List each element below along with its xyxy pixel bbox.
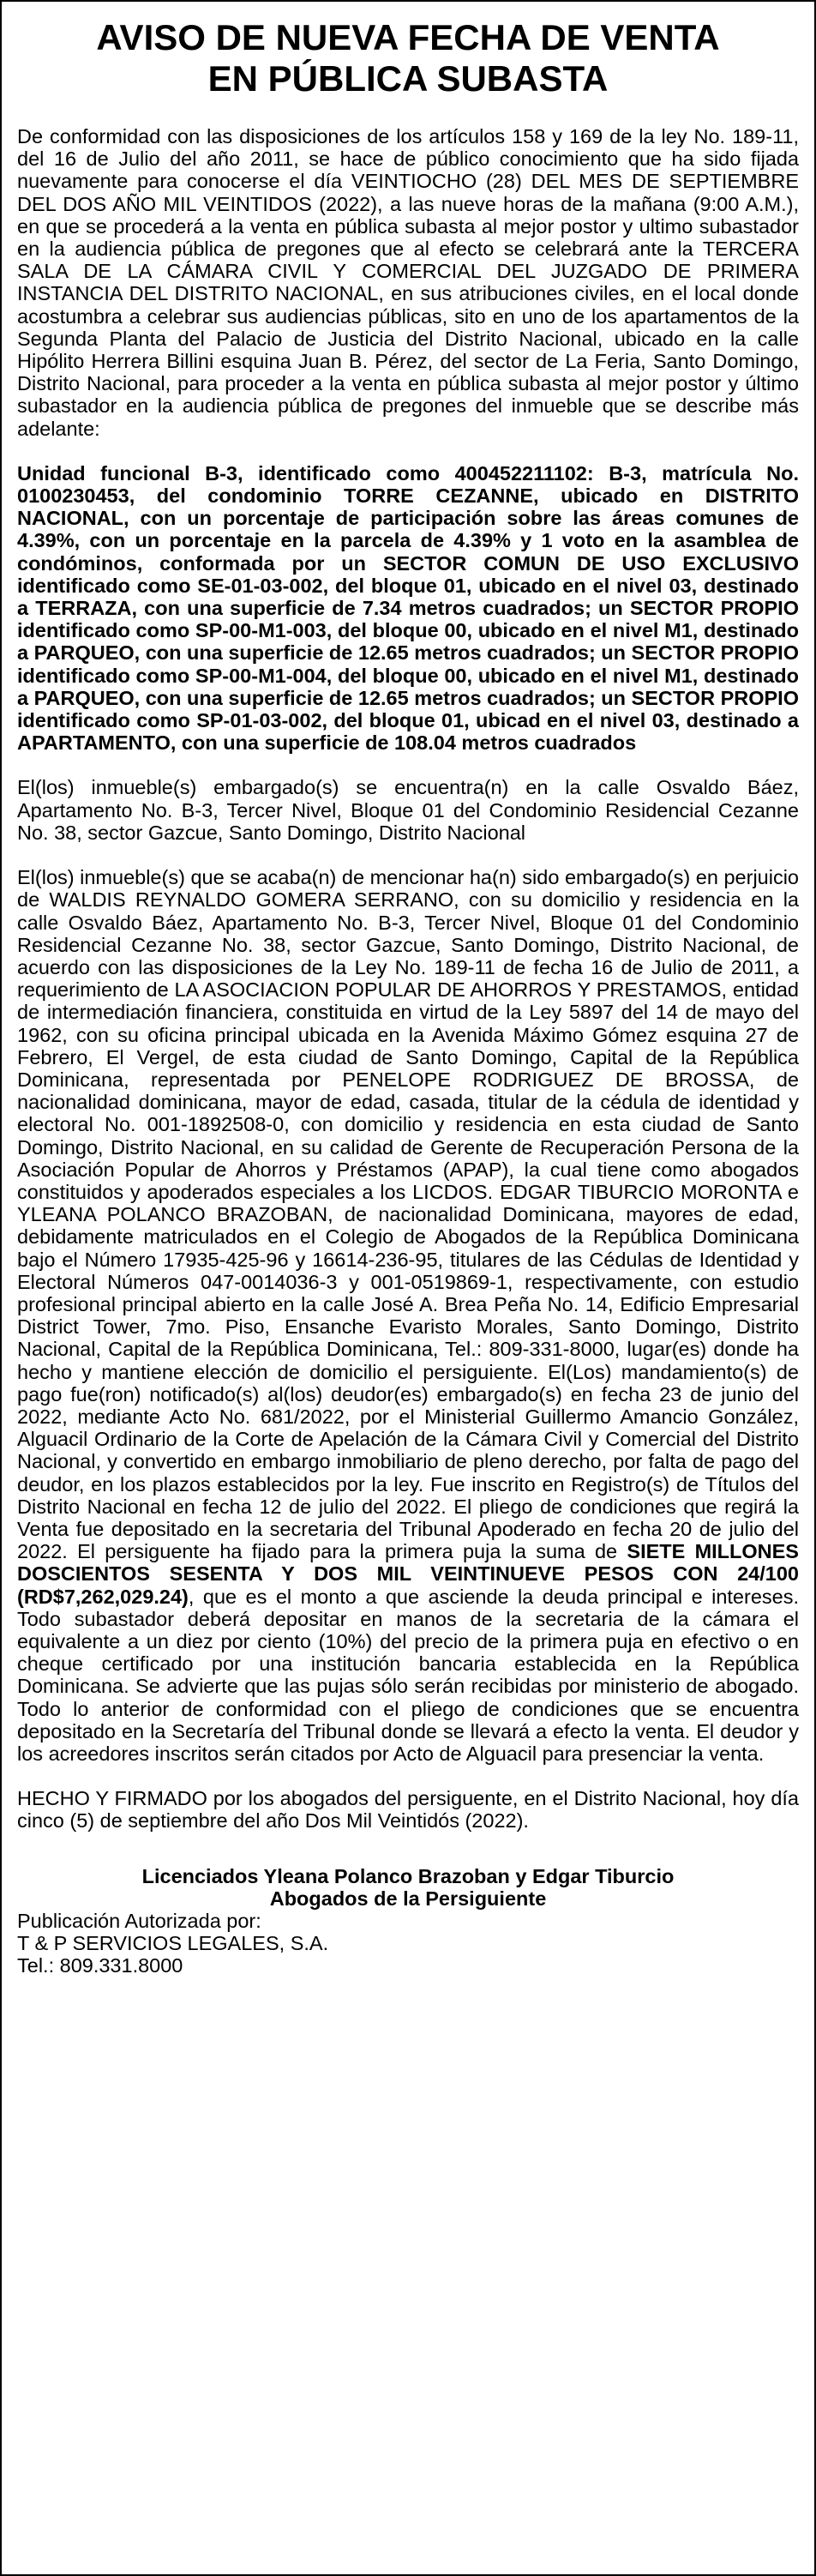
property-location: El(los) inmueble(s) embargado(s) se encuentra(n) en la calle Osvaldo Báez, Apartamento No. B-3, Tercer Nivel, Bloque 01 del Condominio Residencial Cezanne No. 38, sector Gazcue, Santo Domingo, Distrito Nacional	[17, 776, 799, 844]
first-bid-amount: SIETE MILLONES DOSCIENTOS SESENTA Y DOS MIL VEINTINUEVE PESOS CON 24/100 (RD$7,262,029.24)	[17, 1540, 799, 1608]
signature-block	[17, 1865, 799, 1910]
seizure-details-text: El(los) inmueble(s) que se acaba(n) de mencionar ha(n) sido embargado(s) en perjuicio de WALDIS REYNALDO GOMERA SERRANO, con su domicilio y residencia en la calle Osvaldo Báez, Apartamento No. B-3, Tercer Nivel, Bloque 01 del Condominio Residencial Cezanne No. 38, sector Gazcue, Santo Domingo, Distrito Nacional, de acuerdo con las disposiciones de la Ley No. 189-11 de fecha 16 de Julio de 2011, a requerimiento de LA ASOCIACION POPULAR DE AHORROS Y PRESTAMOS, entidad de intermediación financiera, constituida en virtud de la Ley 5897 del 14 de mayo del 1962, con su oficina principal ubicada en la Avenida Máximo Gómez esquina 27 de Febrero, El Vergel, de esta ciudad de Santo Domingo, Capital de la República Dominicana, representada por PENELOPE RODRIGUEZ DE BROSSA, de nacionalidad dominicana, mayor de edad, casada, titular de la cédula de identidad y electoral No. 001-1892508-0, con domicilio y residencia en esta ciudad de Santo Domingo, Distrito Nacional, en su calidad de Gerente de Recuperación Persona de la Asociación Popular de Ahorros y Préstamos (APAP), la cual tiene como abogados constituidos y apoderados especiales a los LICDOS. EDGAR TIBURCIO MORONTA e YLEANA POLANCO BRAZOBAN, de nacionalidad Dominicana, mayores de edad, debidamente matriculados en el Colegio de Abogados de la República Dominicana bajo el Número 17935-425-96 y 16614-236-95, titulares de las Cédulas de Identidad y Electoral Números 047-0014036-3 y 001-0519869-1, respectivamente, con estudio profesional principal abierto en la calle José A. Brea Peña No. 14, Edificio Empresarial District Tower, 7mo. Piso, Ensanche Evaristo Morales, Santo Domingo, Distrito Nacional, Capital de la República Dominicana, Tel.: 809-331-8000, lugar(es) donde ha hecho y mantiene elección de domicilio el persiguiente. El(Los) mandamiento(s) de pago fue(ron) notificado(s) al(los) deudor(es) embargado(s) en fecha 23 de junio del 2022, mediante Acto No. 681/2022, por el Ministerial Guillermo Amancio González, Alguacil Ordinario de la Corte de Apelación de la Cámara Civil y Comercial del Distrito Nacional, y convertido en embargo inmobiliario de pleno derecho, por falta de pago del deudor, en los plazos establecidos por la ley. Fue inscrito en Registro(s) de Títulos del Distrito Nacional en fecha 12 de julio del 2022. El pliego de condiciones que regirá la Venta fue depositado en la secretaria del Tribunal Apoderado en fecha 20 de julio del 2022. El persiguente ha fijado para la primera puja la suma de	[17, 866, 799, 1563]
notice-title	[17, 17, 799, 99]
intro-paragraph: De conformidad con las disposiciones de los artículos 158 y 169 de la ley No. 189-11, del 16 de Julio del año 2011, se hace de público conocimiento que ha sido fijada nuevamente para conocerse el día VEINTIOCHO (28) DEL MES DE SEPTIEMBRE DEL DOS AÑO MIL VEINTIDOS (2022), a las nueve horas de la mañana (9:00 A.M.), en que se procederá a la venta en pública subasta al mejor postor y ultimo subastador en la audiencia pública de pregones que al efecto se celebrará ante la TERCERA SALA DE LA CÁMARA CIVIL Y COMERCIAL DEL JUZGADO DE PRIMERA INSTANCIA DEL DISTRITO NACIONAL, en sus atribuciones civiles, en el local donde acostumbra a celebrar sus audiencias públicas, sito en uno de los apartamentos de la Segunda Planta del Palacio de Justicia del Distrito Nacional, ubicado en la calle Hipólito Herrera Billini esquina Juan B. Pérez, del sector de La Feria, Santo Domingo, Distrito Nacional, para proceder a la venta en pública subasta al mejor postor y último subastador en la audiencia pública de pregones del inmueble que se describe más adelante:	[17, 125, 799, 440]
notice-title-line-2: EN PÚBLICA SUBASTA	[207, 58, 609, 99]
publication-credit	[17, 1910, 799, 1977]
signature-role: Abogados de la Persiguiente	[269, 1887, 547, 1910]
auction-conditions-text: , que es el monto a que asciende la deuda principal e intereses. Todo subastador deberá depositar en manos de la secretaria de la cámara el equivalente a un diez por ciento (10%) del precio de la primera puja en efectivo o en cheque certificado por una institución bancaria establecida en la República Dominicana. Se advierte que las pujas sólo serán recibidas por ministerio de abogado. Todo lo anterior de conformidad con el pliego de condiciones que se encuentra depositado en la Secretaría del Tribunal donde se llevará a efecto la venta. El deudor y los acreedores inscritos serán citados por Acto de Alguacil para presenciar la venta.	[17, 1585, 799, 1766]
publication-company: T & P SERVICIOS LEGALES, S.A.	[17, 1932, 329, 1955]
publication-authorized-label: Publicación Autorizada por:	[17, 1910, 261, 1933]
seizure-details-paragraph	[17, 866, 799, 1765]
closing-statement: HECHO Y FIRMADO por los abogados del persiguente, en el Distrito Nacional, hoy día cinco (5) de septiembre del año Dos Mil Veintidós (2022).	[17, 1787, 799, 1833]
signature-names: Licenciados Yleana Polanco Brazoban y Edgar Tiburcio	[141, 1864, 675, 1887]
notice-title-line-1: AVISO DE NUEVA FECHA DE VENTA	[96, 17, 720, 57]
property-description: Unidad funcional B-3, identificado como 400452211102: B-3, matrícula No. 0100230453, del condominio TORRE CEZANNE, ubicado en DISTRITO NACIONAL, con un porcentaje de participación sobre las áreas comunes de 4.39%, con un porcentaje en la parcela de 4.39% y 1 voto en la asamblea de condóminos, conformada por un SECTOR COMUN DE USO EXCLUSIVO identificado como SE-01-03-002, del bloque 01, ubicado en el nivel 03, destinado a TERRAZA, con una superficie de 7.34 metros cuadrados; un SECTOR PROPIO identificado como SP-00-M1-003, del bloque 00, ubicado en el nivel M1, destinado a PARQUEO, con una superficie de 12.65 metros cuadrados; un SECTOR PROPIO identificado como SP-00-M1-004, del bloque 00, ubicado en el nivel M1, destinado a PARQUEO, con una superficie de 12.65 metros cuadrados; un SECTOR PROPIO identificado como SP-01-03-002, del bloque 01, ubicad en el nivel 03, destinado a APARTAMENTO, con una superficie de 108.04 metros cuadrados	[17, 461, 799, 755]
publication-phone: Tel.: 809.331.8000	[17, 1954, 183, 1977]
